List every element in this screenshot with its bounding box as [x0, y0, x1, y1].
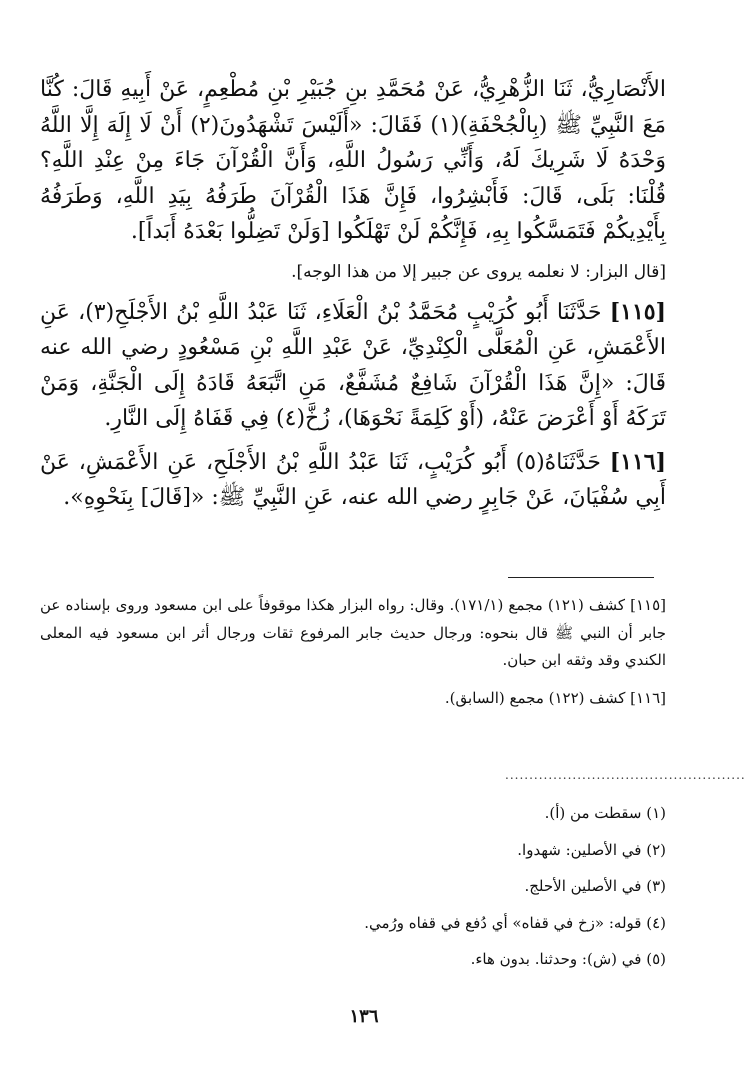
main-text	[40, 72, 666, 516]
footnote-1: (١) سقطت من (أ).	[544, 804, 666, 822]
bazzar-comment: [قال البزار: لا نعلمه يروى عن جبير إلا من هذا الوجه].	[291, 261, 666, 282]
references-block	[40, 592, 666, 712]
hadith-116-number: [١١٦]	[609, 448, 666, 475]
hadith-115	[40, 295, 666, 437]
reference-116: [١١٦] كشف (١٢٢) مجمع (السابق).	[444, 688, 666, 707]
footnote-separator: ..................................................	[505, 768, 746, 782]
footnote-5: (٥) في (ش): وحدثنا. بدون هاء.	[470, 950, 666, 968]
hadith-paragraph-continued: الأَنْصَارِيُّ، ثَنَا الزُّهْرِيُّ، عَنْ مُحَمَّدِ بنِ جُبَيْرِ بْنِ مُطْعِمٍ، عَنْ أَبِيهِ قَالَ: كُنَّا مَعَ النَّبِيِّ ﷺ (بِالْجُحْفَةِ)(١) فَقَالَ: «أَلَيْسَ تَشْهَدُونَ(٢) أَنْ لَا إِلَهَ إِلَّا اللَّهُ وَحْدَهُ لَا شَرِيكَ لَهُ، وَأَنِّي رَسُولُ اللَّهِ، وَأَنَّ الْقُرْآنَ جَاءَ مِنْ عِنْدِ اللَّهِ؟ قُلْنَا: بَلَى، قَالَ: فَأَبْشِرُوا، فَإِنَّ هَذَا الْقُرْآنَ طَرَفُهُ بِيَدِ اللَّهِ، وَطَرَفُهُ بِأَيْدِيكُمْ فَتَمَسَّكُوا بِهِ، فَإِنَّكُمْ لَنْ تَهْلَكُوا [وَلَنْ تَضِلُّوا بَعْدَهُ أَبَداً].	[40, 77, 666, 244]
footnote-3: (٣) في الأصلين الأحلج.	[524, 877, 666, 895]
footnotes-list	[40, 795, 666, 978]
hadith-116	[40, 445, 666, 516]
reference-115: [١١٥] كشف (١٢١) مجمع (١٧١/١). وقال: رواه البزار هكذا موقوفاً على ابن مسعود وروى بإسناده عن جابر أن النبي ﷺ قال بنحوه: ورجال حديث جابر المرفوع ثقات ورجال أثر ابن مسعود فيه المعلى الكندي وقد وثقه ابن حبان.	[40, 596, 666, 669]
hadith-115-number: [١١٥]	[609, 298, 666, 325]
reference-divider	[508, 577, 654, 578]
footnote-2: (٢) في الأصلين: شهدوا.	[517, 840, 666, 859]
hadith-116-text: حَدَّثَنَاهُ(٥) أَبُو كُرَيْبٍ، ثَنَا عَبْدُ اللَّهِ بْنُ الأَجْلَحِ، عَنِ الأَعْمَشِ، عَنْ أَبِي سُفْيَانَ، عَنْ جَابِرٍ رضي الله عنه، عَنِ النَّبِيِّ ﷺ: «[قَالَ] بِنَحْوِهِ».	[40, 449, 666, 510]
footnote-4: (٤) قوله: «زخ في قفاه» أي دُفع في قفاه ورُمي.	[364, 913, 666, 932]
hadith-115-text: حَدَّثَنَا أَبُو كُرَيْبٍ مُحَمَّدُ بْنُ الْعَلَاءِ، ثَنَا عَبْدُ اللَّهِ بْنُ الأَجْلَحِ(٣)، عَنِ الأَعْمَشِ، عَنِ الْمُعَلَّى الْكِنْدِيِّ، عَنْ عَبْدِ اللَّهِ بْنِ مَسْعُودٍ رضي الله عنه قَالَ: «إِنَّ هَذَا الْقُرْآنَ شَافِعٌ مُشَفَّعٌ، مَنِ اتَّبَعَهُ قَادَهُ إِلَى الْجَنَّةِ، وَمَنْ تَرَكَهُ أَوْ أَعْرَضَ عَنْهُ، (أَوْ كَلِمَةً نَحْوَهَا)، زُخَّ(٤) فِي قَفَاهُ إِلَى النَّارِ.	[40, 299, 666, 431]
page-number: ١٣٦	[349, 1006, 379, 1027]
